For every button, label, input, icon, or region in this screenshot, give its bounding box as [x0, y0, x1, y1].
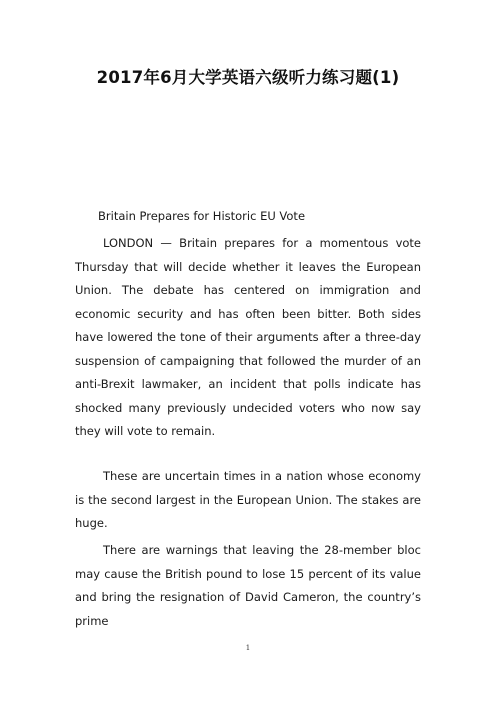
article-heading: Britain Prepares for Historic EU Vote: [98, 209, 306, 223]
paragraph-1: LONDON — Britain prepares for a momentous vote Thursday that will decide whether it leaves the European Union. The debate has centered on immigration and economic security and has often been bitter. Both sides have lowered the tone of their arguments after a three-day suspension of campaigning that followed the murder of an anti-Brexit lawmaker, an incident that polls indicate has shocked many previously undecided voters who now say they will vote to remain.: [75, 236, 421, 438]
paragraph-2: These are uncertain times in a nation whose economy is the second largest in the European Union. The stakes are huge.: [75, 469, 421, 530]
page-number: 1: [245, 644, 251, 652]
paragraph-3: There are warnings that leaving the 28-member bloc may cause the British pound to lose 15 percent of its value and bring the resignation of David Cameron, the country’s prime: [75, 543, 421, 628]
document-title: 2017年6月大学英语六级听力练习题(1): [96, 68, 400, 87]
